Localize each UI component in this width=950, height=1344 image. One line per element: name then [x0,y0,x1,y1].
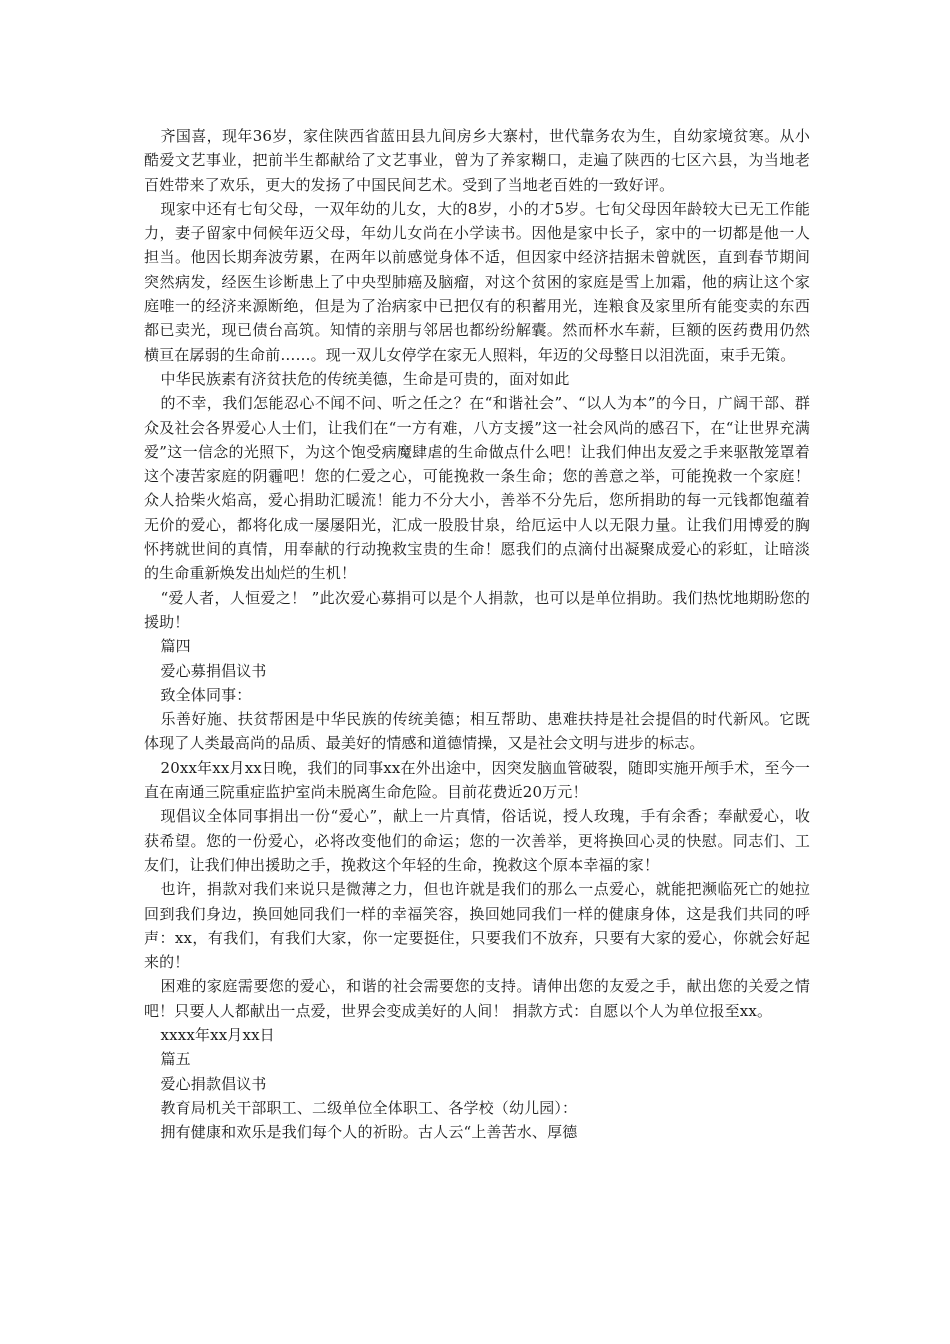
paragraph-intro: 齐国喜，现年36岁，家住陕西省蓝田县九间房乡大寨村，世代靠务农为生，自幼家境贫寒。从小酷爱文艺事业，把前半生都献给了文艺事业，曾为了养家糊口，走遍了陕西的七区六县，为当地老百姓带来了欢乐，更大的发扬了中国民间艺术。受到了当地老百姓的一致好评。 [144,127,810,194]
section-heading-part4: 篇四 [160,637,191,656]
document-title-4: 爱心募捐倡议书 [160,661,267,680]
paragraph-donation-method: 困难的家庭需要您的爱心，和谐的社会需要您的支持。请伸出您的友爱之手，献出您的关爱之情吧！只要人人都献出一点爱，世界会变成美好的人间！ 捐款方式：自愿以个人为单位报至xx。 [144,977,810,1020]
paragraph-appeal: 的不幸，我们怎能忍心不闻不问、听之任之？在“和谐社会”、“以人为本”的今日，广阔干部、群众及社会各界爱心人士们，让我们在“一方有难，八方支援”这一社会风尚的感召下，在“让世界充满爱”这一信念的光照下，为这个饱受病魔肆虐的生命做点什么吧！让我们伸出友爱之手来驱散笼罩着这个凄苦家庭的阴霾吧！您的仁爱之心，可能挽救一条生命；您的善意之举，可能挽救一个家庭！众人拾柴火焰高，爱心捐助汇暖流！能力不分大小，善举不分先后，您所捐助的每一元钱都饱蕴着无价的爱心，都将化成一屡屡阳光，汇成一股股甘泉，给厄运中人以无限力量。让我们用博爱的胸怀拷就世间的真情，用奉献的行动挽救宝贵的生命！愿我们的点滴付出凝聚成爱心的彩虹，让暗淡的生命重新焕发出灿烂的生机！ [144,394,810,583]
document-body [144,124,810,1144]
paragraph-proposal: 现倡议全体同事捐出一份“爱心”，献上一片真情，俗话说，授人玫瑰，手有余香；奉献爱心，收获希望。您的一份爱心，必将改变他们的命运；您的一次善举，更将换回心灵的快慰。同志们、工友们，让我们伸出援助之手，挽救这个年轻的生命，挽救这个原本幸福的家！ [144,807,810,874]
salutation-4: 致全体同事： [160,685,252,704]
paragraph-tradition: 乐善好施、扶贫帮困是中华民族的传统美德；相互帮助、患难扶持是社会提倡的时代新风。它既体现了人类最高尚的品质、最美好的情感和道德情操，又是社会文明与进步的标志。 [144,710,810,753]
date-line: xxxx年xx月xx日 [160,1025,275,1044]
paragraph-encouragement: 也许，捐款对我们来说只是微薄之力，但也许就是我们的那么一点爱心，就能把濒临死亡的她拉回到我们身边，换回她同我们一样的幸福笑容，换回她同我们一样的健康身体，这是我们共同的呼声：xx，有我们，有我们大家，你一定要挺住，只要我们不放弃，只要有大家的爱心，你就会好起来的！ [144,880,810,972]
paragraph-family-situation: 现家中还有七旬父母，一双年幼的儿女，大的8岁，小的才5岁。七旬父母因年龄较大已无工作能力，妻子留家中伺候年迈父母，年幼儿女尚在小学读书。因他是家中长子，家中的一切都是他一人担当。他因长期奔波劳累，在两年以前感觉身体不适，但因家中经济拮据未曾就医，直到春节期间突然病发，经医生诊断患上了中央型肺癌及脑瘤，对这个贫困的家庭是雪上加霜，他的病让这个家庭唯一的经济来源断绝，但是为了治病家中已把仅有的积蓄用光，连粮食及家里所有能变卖的东西都已卖光，现已债台高筑。知情的亲朋与邻居也都纷纷解囊。然而杯水车薪，巨额的医药费用仍然横亘在孱弱的生命前……。现一双儿女停学在家无人照料，年迈的父母整日以泪洗面，束手无策。 [144,199,810,364]
section-heading-part5: 篇五 [160,1050,191,1069]
paragraph-incident: 20xx年xx月xx日晚，我们的同事xx在外出途中，因突发脑血管破裂，随即实施开颅手术，至今一直在南通三院重症监护室尚未脱离生命危险。目前花费近20万元！ [144,758,810,802]
document-title-5: 爱心捐款倡议书 [160,1074,267,1093]
salutation-5: 教育局机关干部职工、二级单位全体职工、各学校（幼儿园）： [160,1098,578,1117]
paragraph-virtue-line: 中华民族素有济贫扶危的传统美德，生命是可贵的，面对如此 [160,369,570,388]
paragraph-closing-start: 拥有健康和欢乐是我们每个人的祈盼。古人云“上善苦水、厚德 [160,1123,578,1142]
paragraph-love-quote: “爱人者，人恒爱之！ ”此次爱心募捐可以是个人捐款，也可以是单位捐助。我们热忱地期盼您的援助！ [144,588,810,631]
